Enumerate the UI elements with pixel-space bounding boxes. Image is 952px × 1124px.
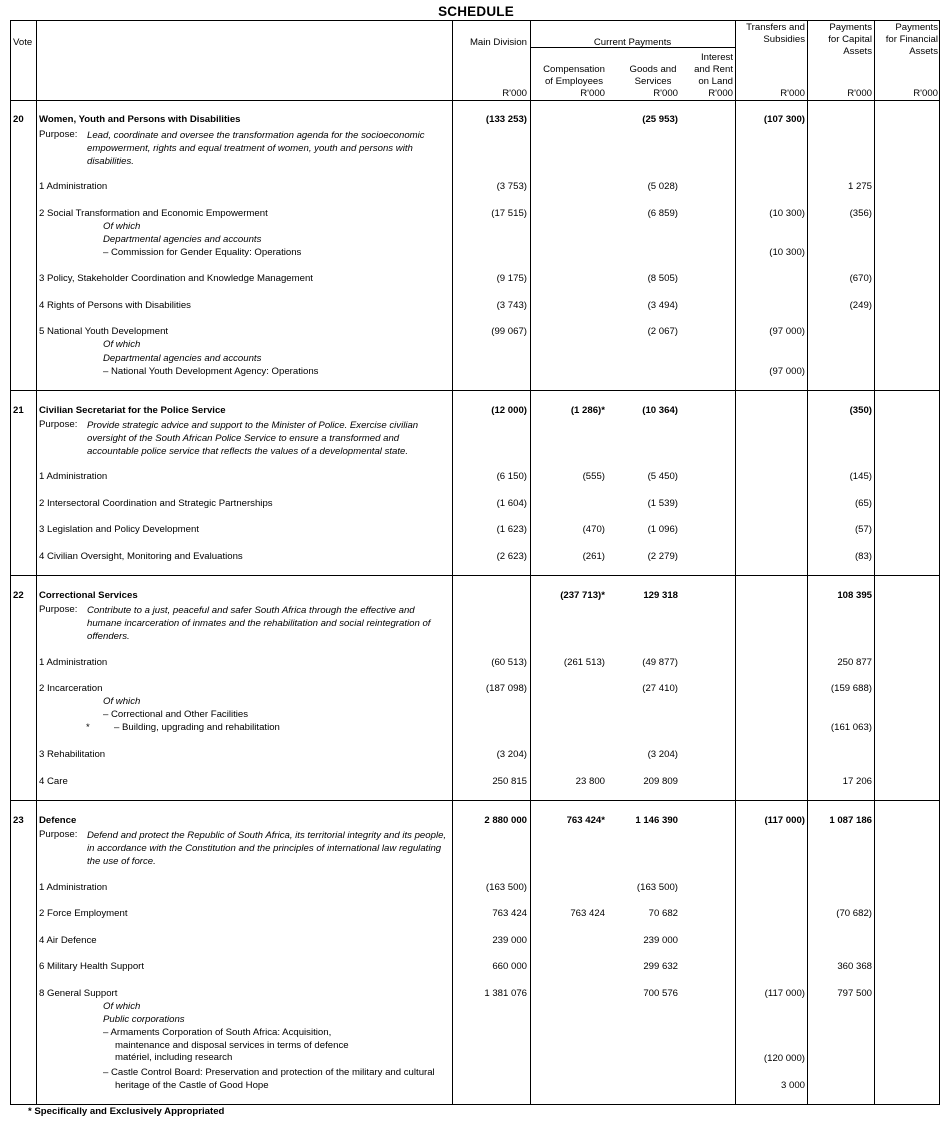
vote-name: Defence [39,815,77,826]
programme-comp: (261 513) [563,657,605,668]
header-interest-3: on Land [698,76,733,87]
programme-capital: 360 368 [837,961,872,972]
programme-main: (17 515) [491,208,527,219]
of-which-label: Of which [103,696,141,707]
line-item-transfers: 3 000 [780,1080,805,1091]
category-label: Departmental agencies and accounts [103,353,262,364]
vote-number: 22 [13,590,24,601]
programme-goods: (2 279) [647,551,678,562]
unit-goods: R'000 [653,88,678,99]
programme-goods: (6 859) [647,208,678,219]
programme-name: 3 Policy, Stakeholder Coordination and Knowledge Management [39,273,313,284]
programme-capital: (57) [854,524,872,535]
programme-goods: 299 632 [643,961,678,972]
header-transfers-2: Subsidies [763,34,805,45]
programme-name: 6 Military Health Support [39,961,145,972]
of-which-label: Of which [103,1001,141,1012]
programme-name: 2 Incarceration [39,683,103,694]
programme-name: 2 Social Transformation and Economic Empowerment [39,208,268,219]
unit-comp: R'000 [580,88,605,99]
vote-purpose: Defend and protect the Republic of South Africa, its territorial integrity and its people, in accordance with the Constitution and the principles of international law regulating the use of force. [87,830,447,867]
programme-name: 3 Rehabilitation [39,749,106,760]
line-item: – Commission for Gender Equality: Operations [103,247,302,258]
programme-goods: (27 410) [642,683,678,694]
programme-name: 1 Administration [39,181,108,192]
header-goods-2: Services [634,76,672,87]
programme-capital: (670) [849,273,872,284]
programme-capital: (83) [854,551,872,562]
col-rule-capital [874,20,875,1105]
vote-total-capital: (350) [849,405,872,416]
programme-main: (9 175) [496,273,527,284]
programme-goods: (1 096) [647,524,678,535]
programme-name: 5 National Youth Development [39,326,169,337]
programme-capital: (356) [849,208,872,219]
programme-goods: (2 067) [647,326,678,337]
line-item: – Correctional and Other Facilities [103,709,249,720]
header-capital-3: Assets [843,46,872,57]
vote-total-goods: 1 146 390 [635,815,678,826]
programme-main: (3 204) [496,749,527,760]
programme-main: 239 000 [492,935,527,946]
category-label: Departmental agencies and accounts [103,234,262,245]
col-rule-main-division [530,20,531,1105]
programme-capital: (65) [854,498,872,509]
programme-capital: (70 682) [836,908,872,919]
programme-main: (163 500) [485,882,527,893]
vote-total-comp: 763 424* [566,815,605,826]
programme-name: 3 Legislation and Policy Development [39,524,199,535]
programme-goods: (5 028) [647,181,678,192]
line-item: – Armaments Corporation of South Africa: Acquisition, maintenance and disposal services in terms of defence matériel, including research [103,1027,349,1063]
programme-name: 4 Civilian Oversight, Monitoring and Evaluations [39,551,243,562]
of-which-label: Of which [103,221,141,232]
vote-total-goods: (10 364) [642,405,678,416]
programme-goods: 70 682 [648,908,678,919]
line-item: – National Youth Development Agency: Operations [103,366,319,377]
programme-goods: (3 494) [647,300,678,311]
programme-main: (99 067) [491,326,527,337]
col-rule-transfers [807,20,808,1105]
programme-name: 8 General Support [39,988,118,999]
programme-main: (3 753) [496,181,527,192]
header-vote: Vote [13,37,33,48]
programme-name: 4 Air Defence [39,935,97,946]
vote-purpose: Lead, coordinate and oversee the transformation agenda for the socioeconomic empowerment, rights and equal treatment of women, youth and persons with disabilities. [87,130,425,167]
programme-transfers: (10 300) [769,208,805,219]
line-item: – Castle Control Board: Preservation and protection of the military and cultural heritage of the Castle of Good Hope [103,1067,435,1091]
unit-financial: R'000 [913,88,938,99]
header-financial-2: for Financial [885,34,938,45]
vote-purpose: Provide strategic advice and support to the Minister of Police. Exercise civilian oversight of the South African Police Service to ensure a transformed and accountable police service that reflects the values of a developmental state. [87,420,419,457]
purpose-label: Purpose: [39,419,78,430]
vote-separator [10,575,940,576]
category-label: Public corporations [103,1014,185,1025]
unit-main: R'000 [502,88,527,99]
vote-total-transfers: (117 000) [764,815,805,826]
programme-main: 250 815 [492,776,527,787]
programme-main: (1 604) [496,498,527,509]
vote-separator [10,800,940,801]
header-comp-1: Compensation [543,64,605,75]
vote-number: 23 [13,815,24,826]
col-rule-current-payments [735,20,736,1105]
vote-total-main: (133 253) [485,114,527,125]
programme-comp: (470) [582,524,605,535]
line-item: – Building, upgrading and rehabilitation [114,722,280,733]
programme-name: 1 Administration [39,471,108,482]
header-main-division: Main Division [469,37,527,48]
programme-goods: (163 500) [636,882,678,893]
programme-goods: 209 809 [643,776,678,787]
vote-total-comp: (1 286)* [570,405,605,416]
col-rule-vote [36,20,37,1105]
header-financial-3: Assets [909,46,938,57]
programme-main: 660 000 [492,961,527,972]
vote-name: Correctional Services [39,590,138,601]
purpose-label: Purpose: [39,604,78,615]
header-capital-1: Payments [829,22,872,33]
header-current-payments: Current Payments [593,37,672,48]
programme-main: (1 623) [496,524,527,535]
programme-goods: (5 450) [647,471,678,482]
vote-separator [10,390,940,391]
programme-name: 2 Force Employment [39,908,128,919]
programme-name: 4 Rights of Persons with Disabilities [39,300,191,311]
programme-capital: 797 500 [837,988,872,999]
purpose-label: Purpose: [39,829,78,840]
header-bottom-rule [10,100,940,101]
programme-goods: (3 204) [647,749,678,760]
programme-capital: 17 206 [842,776,872,787]
vote-total-goods: (25 953) [642,114,678,125]
header-financial-1: Payments [895,22,938,33]
vote-total-transfers: (107 300) [763,114,805,125]
programme-capital: (145) [849,471,872,482]
programme-comp: 763 424 [570,908,605,919]
programme-comp: (261) [582,551,605,562]
appropriated-star: * [86,722,90,733]
programme-capital: (159 688) [830,683,872,694]
vote-name: Women, Youth and Persons with Disabilities [39,114,241,125]
programme-goods: 239 000 [643,935,678,946]
programme-transfers: (97 000) [769,326,805,337]
programme-main: 1 381 076 [484,988,527,999]
programme-name: 1 Administration [39,657,108,668]
line-item-capital: (161 063) [830,722,872,733]
footnote: * Specifically and Exclusively Appropriated [28,1106,225,1117]
programme-main: (60 513) [491,657,527,668]
vote-number: 21 [13,405,24,416]
vote-total-main: 2 880 000 [484,815,527,826]
line-item-transfers: (120 000) [763,1053,805,1064]
purpose-label: Purpose: [39,129,78,140]
line-item-transfers: (97 000) [769,366,805,377]
unit-capital: R'000 [847,88,872,99]
vote-number: 20 [13,114,24,125]
header-interest-2: and Rent [694,64,733,75]
vote-total-capital: 1 087 186 [829,815,872,826]
programme-capital: (249) [849,300,872,311]
programme-main: (187 098) [485,683,527,694]
programme-capital: 1 275 [847,181,872,192]
programme-name: 1 Administration [39,882,108,893]
programme-main: 763 424 [492,908,527,919]
programme-main: (2 623) [496,551,527,562]
header-goods-1: Goods and [629,64,677,75]
programme-goods: 700 576 [643,988,678,999]
header-interest-1: Interest [701,52,733,63]
unit-transfers: R'000 [780,88,805,99]
header-comp-2: of Employees [544,76,604,87]
programme-name: 2 Intersectoral Coordination and Strategic Partnerships [39,498,273,509]
schedule-title: SCHEDULE [438,4,514,19]
programme-goods: (1 539) [647,498,678,509]
programme-main: (6 150) [496,471,527,482]
programme-comp: 23 800 [575,776,605,787]
header-capital-2: for Capital [828,34,872,45]
programme-capital: 250 877 [837,657,872,668]
col-rule-description [452,20,453,1105]
vote-total-goods: 129 318 [643,590,678,601]
programme-goods: (8 505) [647,273,678,284]
vote-total-capital: 108 395 [837,590,872,601]
vote-name: Civilian Secretariat for the Police Service [39,405,226,416]
header-transfers-1: Transfers and [746,22,805,33]
programme-name: 4 Care [39,776,68,787]
vote-total-main: (12 000) [491,405,527,416]
programme-comp: (555) [582,471,605,482]
vote-purpose: Contribute to a just, peaceful and safer South Africa through the effective and humane incarceration of inmates and the rehabilitation and social reintegration of offenders. [87,605,431,642]
programme-transfers: (117 000) [764,988,805,999]
of-which-label: Of which [103,339,141,350]
programme-goods: (49 877) [642,657,678,668]
unit-interest: R'000 [708,88,733,99]
line-item-transfers: (10 300) [769,247,805,258]
programme-main: (3 743) [496,300,527,311]
vote-total-comp: (237 713)* [560,590,605,601]
